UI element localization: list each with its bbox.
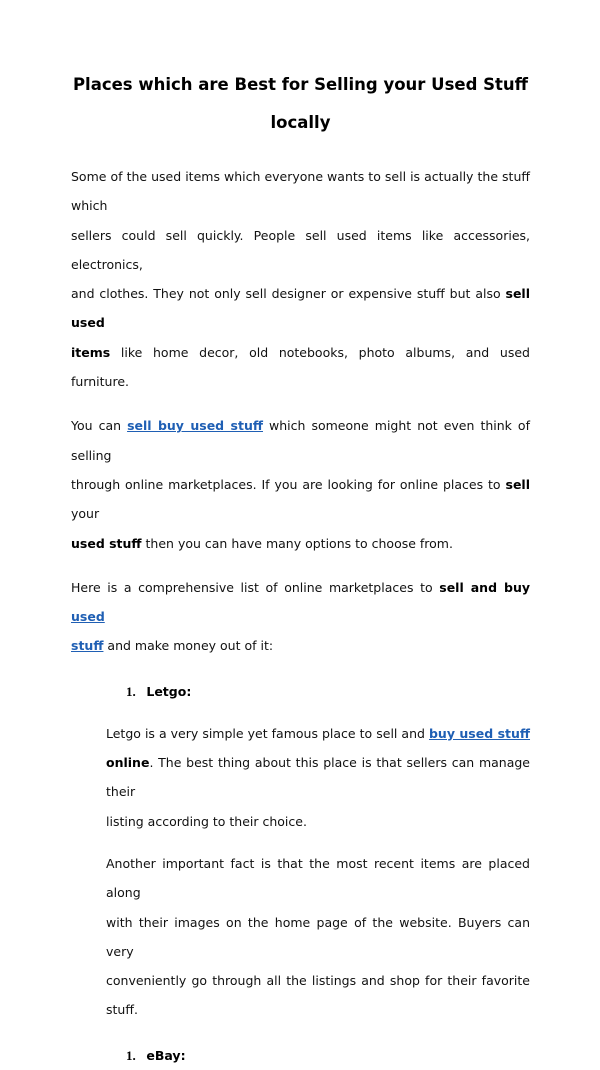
list-item-ebay	[126, 1041, 530, 1070]
text-line: and clothes. They not only sell designer or expensive stuff but also sell used	[71, 286, 530, 331]
list-item-label: Letgo:	[146, 683, 192, 699]
used-stuff-link-part1[interactable]: used	[71, 609, 105, 625]
text-line: conveniently go through all the listings and shop for their favorite stuff.	[106, 973, 530, 1018]
intro-paragraph	[71, 162, 530, 396]
list-item-letgo	[126, 677, 530, 706]
list-number: 1.	[126, 683, 136, 699]
bold-keyword: items	[71, 344, 111, 360]
sell-buy-paragraph	[71, 411, 530, 557]
title-line-1: Places which are Best for Selling your Used Stuff	[72, 75, 529, 94]
bold-keyword: used stuff	[71, 535, 142, 551]
text-line: items like home decor, old notebooks, photo albums, and used furniture.	[71, 344, 530, 390]
text-line: stuff and make money out of it:	[71, 638, 274, 654]
text-line: Another important fact is that the most recent items are placed along	[106, 855, 530, 901]
text-line: sellers could sell quickly. People sell used items like accessories, electronics,	[71, 227, 530, 272]
list-item-label: eBay:	[146, 1047, 186, 1063]
buy-used-stuff-link[interactable]: buy used stuff	[428, 725, 531, 741]
sell-buy-used-stuff-link[interactable]: sell buy used stuff	[127, 418, 263, 434]
text-line: listing according to their choice.	[106, 813, 307, 829]
text-line: You can sell buy used stuff which someone might not even think of selling	[71, 418, 530, 463]
text-line: Here is a comprehensive list of online marketplaces to sell and buy used	[71, 579, 531, 625]
title-line-2: locally	[270, 113, 331, 132]
bold-keyword: sell used	[71, 286, 530, 331]
bold-keyword: sell	[505, 476, 530, 492]
text-line: Letgo is a very simple yet famous place to sell and buy used stuff	[106, 725, 531, 741]
list-number: 1.	[126, 1047, 136, 1063]
list-intro-paragraph	[71, 573, 530, 661]
letgo-details-paragraph	[106, 849, 530, 1025]
used-stuff-link-part2[interactable]: stuff	[71, 638, 104, 654]
text-line: online. The best thing about this place is that sellers can manage their	[106, 755, 530, 800]
letgo-paragraph	[106, 719, 530, 836]
bold-keyword: online	[106, 755, 150, 771]
text-line: Some of the used items which everyone wants to sell is actually the stuff which	[71, 169, 530, 214]
text-line: used stuff then you can have many options to choose from.	[71, 535, 453, 551]
page-title	[71, 66, 530, 142]
bold-keyword: sell and buy	[439, 579, 531, 595]
text-line: through online marketplaces. If you are looking for online places to sell your	[71, 476, 530, 522]
text-line: with their images on the home page of the website. Buyers can very	[106, 914, 530, 959]
